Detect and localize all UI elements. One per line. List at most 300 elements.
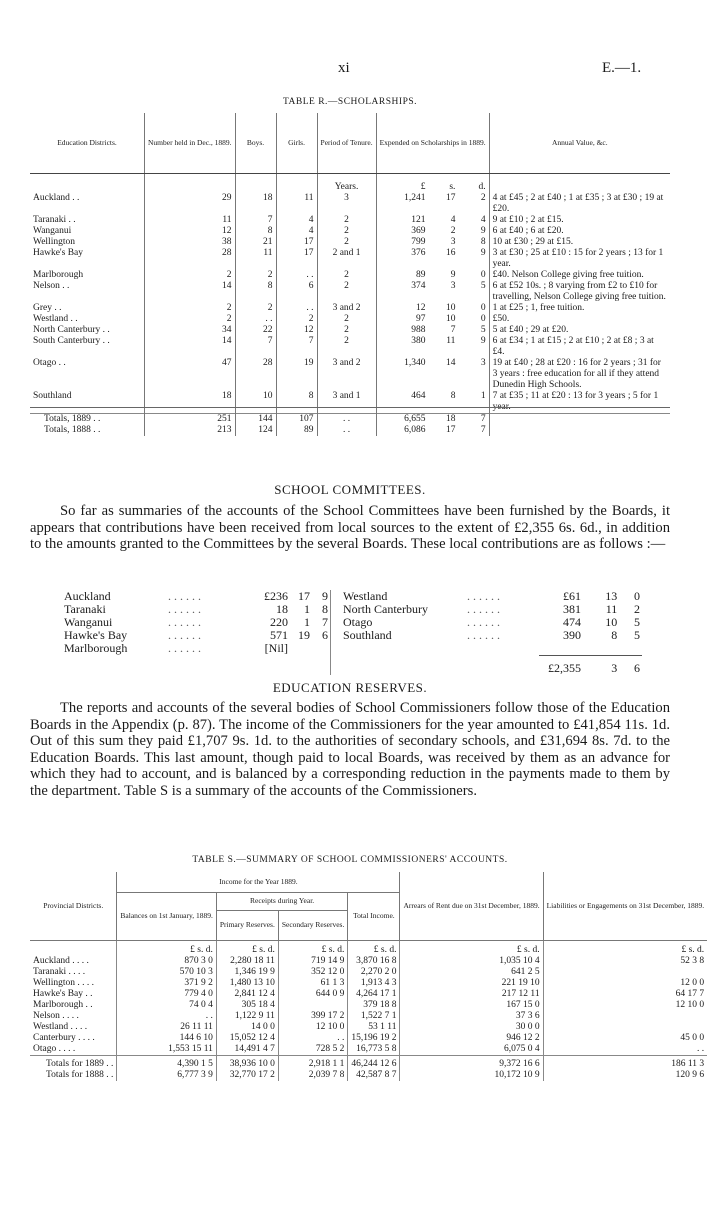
district-name: Otago . . <box>33 358 66 368</box>
liabilities-amount <box>543 967 707 978</box>
number-held: 34 <box>145 325 236 336</box>
shillings: 1 <box>304 615 310 629</box>
table-row <box>30 215 670 226</box>
number-held: 47 <box>145 358 236 391</box>
education-reserves-heading: EDUCATION RESERVES. <box>272 680 428 695</box>
liabilities-amount: 12 0 0 <box>543 978 707 989</box>
number-held: 12 <box>145 226 236 237</box>
balances-amount: 779 4 0 <box>117 989 216 1000</box>
number-held: 14 <box>145 336 236 358</box>
liabilities-amount: 45 0 0 <box>543 1033 707 1044</box>
table-row <box>30 391 670 414</box>
totals-label: Totals for 1888 . . <box>46 1069 114 1080</box>
shillings: 10 <box>445 303 456 313</box>
pounds: 89 <box>376 270 428 281</box>
secondary-amount: 2,918 1 1 <box>278 1055 347 1070</box>
primary-amount: 2,841 12 4 <box>216 989 278 1000</box>
district-name: Hawke's Bay . . <box>33 988 93 999</box>
shillings: 18 <box>428 414 458 426</box>
shillings: 8 <box>450 391 456 401</box>
liabilities-amount <box>543 1022 707 1033</box>
boys-count: 22 <box>235 325 276 336</box>
annual-value: 6 at £40 ; 6 at £20. <box>489 226 670 237</box>
pence <box>312 642 331 655</box>
number-held: 28 <box>145 248 236 270</box>
primary-amount: 1,480 13 10 <box>216 978 278 989</box>
girls-count: 8 <box>276 391 317 414</box>
table-row <box>30 237 670 248</box>
pence: 0 <box>480 303 486 313</box>
period-of-tenure: 3 and 1 <box>317 391 376 414</box>
pounds: 6,086 <box>376 425 428 436</box>
contribution-district: Wanganui <box>64 615 113 629</box>
pounds: 380 <box>376 336 428 358</box>
contribution-district: Marlborough <box>64 641 128 655</box>
totals-row <box>30 414 670 426</box>
col-secondary: Secondary Reserves. <box>278 910 347 940</box>
girls-count: . . <box>276 303 317 314</box>
unit-shillings: s. <box>449 182 456 192</box>
contribution-row: Wanganui . . . . . . 220 1 7 Otago . . . . . . 474 10 5 <box>64 615 640 629</box>
school-committees-paragraph <box>30 503 670 553</box>
shillings: 10 <box>445 314 456 324</box>
girls-count: 89 <box>276 425 317 436</box>
totals-row <box>30 1055 707 1070</box>
unit-label: £ s. d. <box>117 940 216 956</box>
col-annual-value: Annual Value, &c. <box>489 113 670 173</box>
pounds: £236 <box>264 589 288 603</box>
secondary-amount: 12 10 0 <box>278 1022 347 1033</box>
pounds: 121 <box>376 215 428 226</box>
shillings: 10 <box>605 615 618 629</box>
school-committees-heading: SCHOOL COMMITTEES. <box>274 482 426 497</box>
totals-label: Totals, 1889 . . <box>30 414 145 426</box>
balances-amount: . . <box>117 1011 216 1022</box>
table-row <box>30 325 670 336</box>
table-row <box>30 358 670 391</box>
girls-count: 6 <box>276 281 317 303</box>
pence: 7 <box>312 616 331 629</box>
girls-count: 17 <box>276 237 317 248</box>
col-girls: Girls. <box>276 113 317 173</box>
district-name: Nelson . . . . <box>33 1010 79 1021</box>
period-of-tenure: 2 <box>317 237 376 248</box>
pounds: 474 <box>563 615 581 629</box>
pounds: [Nil] <box>264 641 288 655</box>
annual-value: 6 at £52 10s. ; 8 varying from £2 to £10 for travelling, Nelson College giving free tuition. <box>489 281 670 303</box>
period-of-tenure: 2 <box>317 336 376 358</box>
period-of-tenure: 3 and 2 <box>317 303 376 314</box>
shillings: 9 <box>450 270 456 280</box>
period-of-tenure: 2 <box>317 226 376 237</box>
arrears-amount: 10,172 10 9 <box>400 1070 543 1081</box>
pence: 9 <box>312 590 331 603</box>
contribution-district: Hawke's Bay <box>64 628 128 642</box>
boys-count: 2 <box>235 270 276 281</box>
shillings: 2 <box>450 226 456 236</box>
period-of-tenure: 2 and 1 <box>317 248 376 270</box>
page-header <box>0 60 700 82</box>
liabilities-amount: . . <box>543 1044 707 1056</box>
boys-count: 11 <box>235 248 276 270</box>
scholarships-table <box>30 113 670 436</box>
table-row <box>30 1000 707 1011</box>
col-balances: Balances on 1st January, 1889. <box>117 892 216 940</box>
girls-count: . . <box>276 270 317 281</box>
number-held: 2 <box>145 314 236 325</box>
number-held: 18 <box>145 391 236 414</box>
unit-row <box>30 940 707 956</box>
balances-amount: 4,390 1 5 <box>117 1055 216 1070</box>
pounds: 220 <box>270 615 288 629</box>
primary-amount: 305 18 4 <box>216 1000 278 1011</box>
shillings: 17 <box>298 589 310 603</box>
district-name: Nelson . . <box>33 281 70 291</box>
col-number: Number held in Dec., 1889. <box>145 113 236 173</box>
pence: 1 <box>480 391 486 401</box>
balances-amount: 74 0 4 <box>117 1000 216 1011</box>
number-held: 251 <box>145 414 236 426</box>
annual-value: £40. Nelson College giving free tuition. <box>489 270 670 281</box>
secondary-amount <box>278 1000 347 1011</box>
district-name: Wellington . . . . <box>33 977 94 988</box>
pounds: 97 <box>376 314 428 325</box>
arrears-amount: 37 3 6 <box>400 1011 543 1022</box>
shillings: 1 <box>304 602 310 616</box>
commissioners-accounts-table <box>30 872 707 1081</box>
shillings: 8 <box>611 628 618 642</box>
number-held: 11 <box>145 215 236 226</box>
totals-label: Totals for 1889 . . <box>30 1055 117 1070</box>
pence: 7 <box>458 414 489 426</box>
shillings: 17 <box>445 425 456 435</box>
pence: 0 <box>480 314 486 324</box>
girls-count: 107 <box>276 414 317 426</box>
pounds: 6,655 <box>376 414 428 426</box>
arrears-amount: 167 15 0 <box>400 1000 543 1011</box>
shillings: 16 <box>445 248 456 258</box>
total-amount: 46,244 12 6 <box>348 1055 400 1070</box>
annual-value: 19 at £40 ; 28 at £20 : 16 for 2 years ; 31 for 3 years : free education for all if they attend Dunedin High Schools. <box>489 358 670 391</box>
unit-label: £ s. d. <box>216 940 278 956</box>
total-amount: 2,270 2 0 <box>348 967 400 978</box>
boys-count: 28 <box>235 358 276 391</box>
balances-amount: 26 11 11 <box>117 1022 216 1033</box>
boys-count: . . <box>235 314 276 325</box>
total-pounds: £2,355 <box>539 655 583 675</box>
contribution-district: North Canterbury <box>343 602 428 616</box>
table-row <box>30 1044 707 1056</box>
district-name: Otago . . . . <box>33 1043 76 1054</box>
secondary-amount: 61 1 3 <box>278 978 347 989</box>
period-of-tenure: 2 <box>317 314 376 325</box>
pence: 2 <box>480 193 486 203</box>
arrears-amount: 946 12 2 <box>400 1033 543 1044</box>
unit-label: £ s. d. <box>400 940 543 956</box>
pence: 8 <box>312 603 331 616</box>
contribution-row: Hawke's Bay . . . . . . 571 19 6 Southland . . . . . . 390 8 5 <box>64 628 640 642</box>
table-row <box>30 336 670 358</box>
arrears-amount: 9,372 16 6 <box>400 1055 543 1070</box>
table-row <box>30 989 707 1000</box>
pounds: 988 <box>376 325 428 336</box>
total-amount: 16,773 5 8 <box>348 1044 400 1056</box>
district-name: Wanganui <box>33 226 72 236</box>
primary-amount: 32,770 17 2 <box>216 1070 278 1081</box>
pence: 8 <box>480 237 486 247</box>
unit-label: £ s. d. <box>543 940 707 956</box>
primary-amount: 14,491 4 7 <box>216 1044 278 1056</box>
girls-count: 11 <box>276 193 317 215</box>
boys-count: 21 <box>235 237 276 248</box>
balances-amount: 870 3 0 <box>117 956 216 967</box>
primary-amount: 14 0 0 <box>216 1022 278 1033</box>
total-pence: 6 <box>619 655 642 675</box>
district-name: Auckland . . . . <box>33 955 89 966</box>
shillings: 11 <box>605 602 618 616</box>
total-amount: 53 1 11 <box>348 1022 400 1033</box>
contribution-district: Westland <box>343 589 388 603</box>
pence: 7 <box>480 425 486 435</box>
shillings: 4 <box>450 215 456 225</box>
boys-count: 2 <box>235 303 276 314</box>
pence: 2 <box>634 602 640 616</box>
secondary-amount: 719 14 9 <box>278 956 347 967</box>
boys-count: 7 <box>235 336 276 358</box>
divider <box>30 407 670 408</box>
total-amount: 3,870 16 8 <box>348 956 400 967</box>
col-primary: Primary Reserves. <box>216 910 278 940</box>
pence: 9 <box>480 336 486 346</box>
pounds: 1,241 <box>376 193 428 215</box>
liabilities-amount: 186 11 3 <box>543 1055 707 1070</box>
shillings: 3 <box>450 237 456 247</box>
pence: 5 <box>634 628 640 642</box>
balances-amount: 1,553 15 11 <box>117 1044 216 1056</box>
col-provincial-districts: Provincial Districts. <box>30 872 117 940</box>
pounds: 18 <box>276 602 288 616</box>
district-name: South Canterbury . . <box>33 336 110 346</box>
arrears-amount: 1,035 10 4 <box>400 956 543 967</box>
primary-amount: 15,052 12 4 <box>216 1033 278 1044</box>
col-period: Period of Tenure. <box>317 113 376 173</box>
table-s-title: TABLE S.—SUMMARY OF SCHOOL COMMISSIONERS' ACCOUNTS. <box>192 855 508 865</box>
page-number: xi <box>338 60 350 76</box>
contribution-row: Auckland . . . . . . £236 17 9 Westland . . . . . . £61 13 0 <box>64 589 640 603</box>
annual-value: 10 at £30 ; 29 at £15. <box>489 237 670 248</box>
shillings <box>290 642 312 655</box>
pence: 0 <box>634 589 640 603</box>
pence: 0 <box>480 270 486 280</box>
district-name: Marlborough . . <box>33 999 93 1010</box>
pounds: £61 <box>563 589 581 603</box>
period-of-tenure: . . <box>317 425 376 436</box>
secondary-amount: 728 5 2 <box>278 1044 347 1056</box>
boys-count: 124 <box>235 425 276 436</box>
arrears-amount: 6,075 0 4 <box>400 1044 543 1056</box>
boys-count: 7 <box>235 215 276 226</box>
table-row <box>30 314 670 325</box>
pounds: 12 <box>376 303 428 314</box>
district-name: Marlborough <box>33 270 84 280</box>
period-of-tenure: 2 <box>317 215 376 226</box>
pence: 4 <box>480 215 486 225</box>
secondary-amount: 399 17 2 <box>278 1011 347 1022</box>
table-row <box>30 248 670 270</box>
contribution-district: Auckland <box>64 589 111 603</box>
totals-row <box>30 425 670 436</box>
shillings: 17 <box>445 193 456 203</box>
annual-value: 4 at £45 ; 2 at £40 ; 1 at £35 ; 3 at £30 ; 19 at £20. <box>489 193 670 215</box>
annual-value: 3 at £30 ; 25 at £10 : 15 for 2 years ; 13 for 1 year. <box>489 248 670 270</box>
table-r-title: TABLE R.—SCHOLARSHIPS. <box>282 97 418 107</box>
school-committees-text: So far as summaries of the accounts of the School Committees have been furnished by the Boards, it appears that contributions have been received from local sources to the extent of £2,355 6s. 6d., in addition to the amounts granted to the Committees by the several Boards. These local contributions are as follows :— <box>30 503 670 553</box>
district-name: Westland . . <box>33 314 78 324</box>
boys-count: 144 <box>235 414 276 426</box>
annual-value: 5 at £40 ; 29 at £20. <box>489 325 670 336</box>
boys-count: 8 <box>235 281 276 303</box>
table-row <box>30 978 707 989</box>
annual-value: 1 at £25 ; 1, free tuition. <box>489 303 670 314</box>
pence: 5 <box>634 615 640 629</box>
arrears-amount: 641 2 5 <box>400 967 543 978</box>
pounds: 390 <box>563 628 581 642</box>
secondary-amount: 2,039 7 8 <box>278 1070 347 1081</box>
contribution-district: Taranaki <box>64 602 106 616</box>
liabilities-amount <box>543 1011 707 1022</box>
table-row <box>30 226 670 237</box>
contribution-district: Southland <box>343 628 392 642</box>
arrears-amount: 221 19 10 <box>400 978 543 989</box>
unit-pounds: £ <box>376 173 428 193</box>
table-row <box>30 1022 707 1033</box>
contribution-district: Otago <box>343 615 373 629</box>
document-reference: E.—1. <box>602 60 642 76</box>
girls-count: 7 <box>276 336 317 358</box>
period-of-tenure: 3 <box>317 193 376 215</box>
unit-pence: d. <box>478 182 486 192</box>
number-held: 29 <box>145 193 236 215</box>
secondary-amount: 352 12 0 <box>278 967 347 978</box>
primary-amount: 38,936 10 0 <box>216 1055 278 1070</box>
number-held: 213 <box>145 425 236 436</box>
col-arrears: Arrears of Rent due on 31st December, 1889. <box>400 872 543 940</box>
girls-count: 19 <box>276 358 317 391</box>
total-shillings: 3 <box>583 655 619 675</box>
table-row <box>30 193 670 215</box>
liabilities-amount: 12 10 0 <box>543 1000 707 1011</box>
period-of-tenure: 2 <box>317 270 376 281</box>
annual-value: 6 at £34 ; 1 at £15 ; 2 at £10 ; 2 at £8 ; 3 at £4. <box>489 336 670 358</box>
district-name: Grey . . <box>33 303 62 313</box>
secondary-amount: 644 0 9 <box>278 989 347 1000</box>
contribution-row: Marlborough . . . . . . [Nil] <box>62 642 642 655</box>
total-amount: 42,587 8 7 <box>348 1070 400 1081</box>
total-amount: 1,913 4 3 <box>348 978 400 989</box>
district-name: Wellington <box>33 237 75 247</box>
col-expended: Expended on Scholarships in 1889. <box>376 113 489 173</box>
table-row <box>30 303 670 314</box>
pence: 9 <box>480 248 486 258</box>
col-liabilities: Liabilities or Engagements on 31st December, 1889. <box>543 872 707 940</box>
pence: 5 <box>480 325 486 335</box>
pounds: 799 <box>376 237 428 248</box>
period-of-tenure: . . <box>317 414 376 426</box>
scholarships-body <box>30 173 670 436</box>
district-name: Hawke's Bay <box>33 248 83 258</box>
district-name: North Canterbury . . <box>33 325 110 335</box>
district-name: Auckland . . <box>33 193 80 203</box>
col-income-group: Income for the Year 1889. <box>117 872 400 892</box>
district-name: Taranaki . . . . <box>33 966 86 977</box>
contribution-row: Taranaki . . . . . . 18 1 8 North Canterbury . . . . . . 381 11 2 <box>64 602 640 616</box>
arrears-amount: 30 0 0 <box>400 1022 543 1033</box>
boys-count: 10 <box>235 391 276 414</box>
commissioners-body <box>30 940 707 1081</box>
pence: 9 <box>480 226 486 236</box>
education-reserves-text: The reports and accounts of the several bodies of School Commissioners follow those of the Education Boards in the Appendix (p. 87). The income of the Commissioners for the year amounted to £41,854 11s. 1d. Out of this sum they paid £1,707 9s. 1d. to the authorities of secondary schools, and £31,694 8s. 7d. to the Education Boards. This last amount, though paid to local Boards, was received by them as an advance for which they had to account, and is balanced by a corresponding reduction in the payments made to them by the department. Table S is a summary of the accounts of the Commissioners. <box>30 700 670 799</box>
totals-label: Totals, 1888 . . <box>44 425 101 435</box>
pounds: 381 <box>563 602 581 616</box>
pounds: 464 <box>376 391 428 414</box>
local-contributions <box>62 590 642 675</box>
shillings: 11 <box>446 336 456 346</box>
primary-amount: 1,122 9 11 <box>216 1011 278 1022</box>
total-amount: 379 18 8 <box>348 1000 400 1011</box>
unit-years: Years. <box>317 173 376 193</box>
col-receipts-group: Receipts during Year. <box>216 892 347 910</box>
shillings: 14 <box>445 358 456 368</box>
liabilities-amount: 64 17 7 <box>543 989 707 1000</box>
primary-amount: 2,280 18 11 <box>216 956 278 967</box>
period-of-tenure: 2 <box>317 325 376 336</box>
shillings: 7 <box>450 325 456 335</box>
balances-amount: 144 6 10 <box>117 1033 216 1044</box>
pence: 3 <box>480 358 486 368</box>
table-row <box>30 1011 707 1022</box>
total-amount: 4,264 17 1 <box>348 989 400 1000</box>
pounds: 376 <box>376 248 428 270</box>
education-reserves-paragraph <box>30 700 670 800</box>
shillings: 13 <box>605 589 618 603</box>
shillings: 3 <box>450 281 456 291</box>
girls-count: 17 <box>276 248 317 270</box>
col-total-income: Total Income. <box>348 892 400 940</box>
girls-count: 4 <box>276 226 317 237</box>
pounds: 571 <box>270 628 288 642</box>
district-name: Westland . . . . <box>33 1021 88 1032</box>
totals-row <box>30 1070 707 1081</box>
annual-value: 9 at £10 ; 2 at £15. <box>489 215 670 226</box>
liabilities-amount: 52 3 8 <box>543 956 707 967</box>
boys-count: 18 <box>235 193 276 215</box>
annual-value: £50. <box>489 314 670 325</box>
period-of-tenure: 3 and 2 <box>317 358 376 391</box>
table-row <box>30 967 707 978</box>
balances-amount: 570 10 3 <box>117 967 216 978</box>
district-name: Southland <box>33 391 72 401</box>
total-amount: 1,522 7 1 <box>348 1011 400 1022</box>
contribution-row <box>62 655 642 675</box>
girls-count: 2 <box>276 314 317 325</box>
unit-label: £ s. d. <box>278 940 347 956</box>
table-row <box>30 270 670 281</box>
shillings: 19 <box>298 628 310 642</box>
boys-count: 8 <box>235 226 276 237</box>
pounds: 374 <box>376 281 428 303</box>
table-row <box>30 956 707 967</box>
table-row <box>30 1033 707 1044</box>
